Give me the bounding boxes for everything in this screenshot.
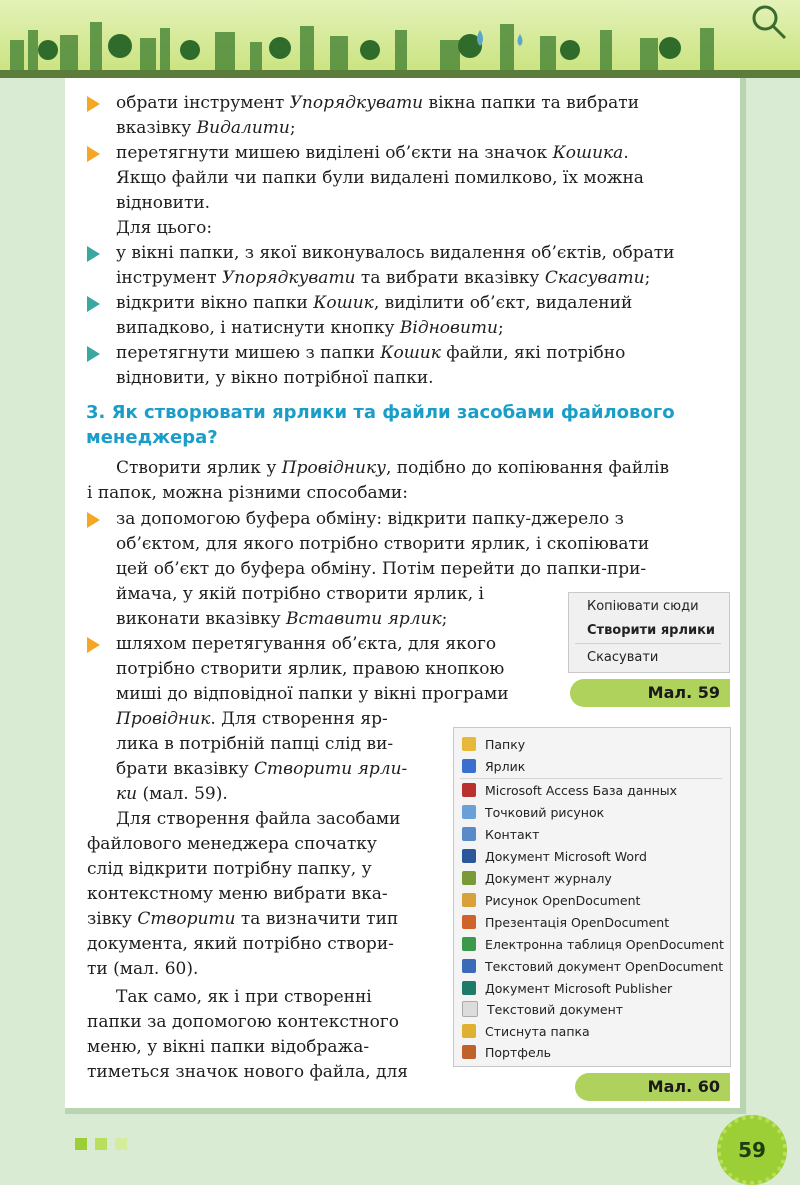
odp-icon — [462, 915, 476, 929]
menu-item-new[interactable] — [462, 1021, 590, 1041]
bullet-arrow-icon — [87, 246, 100, 262]
text-line: відкрити вікно папки Кошик, виділити об’єкт, видалений — [116, 293, 633, 313]
text-line: відновити. — [116, 193, 211, 213]
menu-separator — [575, 643, 721, 644]
odt-icon — [462, 959, 476, 973]
bitmap-icon — [462, 805, 476, 819]
menu-item-label: Контакт — [485, 826, 540, 842]
menu-separator — [460, 778, 722, 779]
menu-item-label: Текстовий документ OpenDocument — [485, 958, 724, 974]
odg-icon — [462, 893, 476, 907]
text-line: Провідник. Для створення яр- — [116, 709, 388, 729]
city-skyline-illustration — [0, 0, 800, 78]
context-menu-fig59 — [568, 592, 730, 673]
text-line: потрібно створити ярлик, правою кнопкою — [116, 659, 505, 679]
bullet-arrow-icon — [87, 512, 100, 528]
text-line: Так само, як і при створенні — [116, 987, 372, 1007]
bottom-decoration — [0, 1110, 800, 1185]
bullet-arrow-icon — [87, 96, 100, 112]
menu-item-new[interactable] — [462, 999, 623, 1019]
menu-item-new[interactable] — [462, 912, 669, 932]
word-icon — [462, 849, 476, 863]
figure-caption-59: Мал. 59 — [570, 679, 730, 707]
menu-item-label: Точковий рисунок — [485, 804, 605, 820]
contact-icon — [462, 827, 476, 841]
bullet-arrow-icon — [87, 146, 100, 162]
text-line: відновити, у вікно потрібної папки. — [116, 368, 434, 388]
menu-item-label: Microsoft Access База данных — [485, 782, 678, 798]
section-heading: 3. Як створювати ярлики та файли засобами файлового менеджера? — [86, 402, 675, 448]
menu-item-label: Документ Microsoft Word — [485, 848, 647, 864]
text-line: меню, у вікні папки відобража- — [87, 1037, 370, 1057]
deco-square — [115, 1138, 127, 1150]
text-line: ки (мал. 59). — [116, 784, 228, 804]
text-line: за допомогою буфера обміну: відкрити папку-джерело з — [116, 509, 624, 529]
text-line: брати вказівку Створити ярли- — [116, 759, 408, 779]
menu-item-label: Електронна таблиця OpenDocument — [485, 936, 724, 952]
access-icon — [462, 783, 476, 797]
text-line: інструмент Упорядкувати та вибрати вказівку Скасувати; — [116, 268, 651, 288]
figure-caption-60: Мал. 60 — [575, 1073, 730, 1101]
deco-square — [95, 1138, 107, 1150]
text-line: ймача, у якій потрібно створити ярлик, і — [116, 584, 484, 604]
folder-icon — [462, 737, 476, 751]
text-line: Якщо файли чи папки були видалені помилково, їх можна — [116, 168, 644, 188]
new-item-menu-fig60 — [453, 727, 731, 1067]
page-number: 59 — [717, 1115, 787, 1185]
text-line: контекстному меню вибрати вка- — [87, 884, 388, 904]
briefcase-icon — [462, 1045, 476, 1059]
menu-item-label: Документ журналу — [485, 870, 612, 886]
text-line: перетягнути мишею з папки Кошик файли, які потрібно — [116, 343, 626, 363]
text-line: Для створення файла засобами — [116, 809, 401, 829]
text-line: документа, який потрібно створи- — [87, 934, 394, 954]
text-line: миші до відповідної папки у вікні програми — [116, 684, 509, 704]
text-line: у вікні папки, з якої виконувалось видалення об’єктів, обрати — [116, 243, 675, 263]
text-line: папки за допомогою контекстного — [87, 1012, 399, 1032]
menu-item-copy-here[interactable]: Копіювати сюди — [587, 599, 699, 614]
text-line: випадково, і натиснути кнопку Відновити; — [116, 318, 504, 338]
zip-folder-icon — [462, 1024, 476, 1038]
menu-item-new[interactable] — [462, 868, 612, 888]
menu-item-new[interactable] — [462, 780, 677, 800]
menu-item-new[interactable] — [462, 802, 604, 822]
menu-item-new[interactable] — [462, 756, 525, 776]
text-line: перетягнути мишею виділені об’єкти на значок Кошика. — [116, 143, 629, 163]
text-line: Для цього: — [116, 218, 213, 238]
menu-item-new[interactable] — [462, 956, 723, 976]
menu-item-label: Текстовий документ — [487, 1001, 624, 1017]
menu-item-new[interactable] — [462, 890, 640, 910]
menu-item-label: Презентація OpenDocument — [485, 914, 670, 930]
text-line: шляхом перетягування об’єкта, для якого — [116, 634, 497, 654]
menu-item-label: Ярлик — [485, 758, 526, 774]
menu-item-new[interactable] — [462, 934, 724, 954]
text-line: Створити ярлик у Провіднику, подібно до копіювання файлів — [116, 458, 670, 478]
menu-item-label: Документ Microsoft Publisher — [485, 980, 673, 996]
bullet-arrow-icon — [87, 296, 100, 312]
journal-icon — [462, 871, 476, 885]
menu-item-new[interactable] — [462, 1042, 551, 1062]
text-line: цей об’єкт до буфера обміну. Потім перейти до папки-при- — [116, 559, 647, 579]
menu-item-new[interactable] — [462, 846, 647, 866]
menu-item-cancel[interactable]: Скасувати — [587, 650, 659, 665]
menu-item-label: Стиснута папка — [485, 1023, 590, 1039]
text-line: вказівку Видалити; — [116, 118, 296, 138]
text-doc-icon — [462, 1001, 478, 1017]
text-line: зівку Створити та визначити тип — [87, 909, 399, 929]
bullet-arrow-icon — [87, 637, 100, 653]
road-strip — [0, 70, 800, 78]
menu-item-label: Портфель — [485, 1044, 551, 1060]
menu-item-label: Папку — [485, 736, 526, 752]
deco-square — [75, 1138, 87, 1150]
menu-item-create-shortcuts[interactable]: Створити ярлики — [587, 623, 716, 638]
text-line: і папок, можна різними способами: — [87, 483, 408, 503]
text-line: об’єктом, для якого потрібно створити ярлик, і скопіювати — [116, 534, 650, 554]
ods-icon — [462, 937, 476, 951]
text-line: лика в потрібній папці слід ви- — [116, 734, 394, 754]
top-banner — [0, 0, 800, 78]
text-line: тиметься значок нового файла, для — [87, 1062, 408, 1082]
menu-item-label: Рисунок OpenDocument — [485, 892, 641, 908]
text-line: ти (мал. 60). — [87, 959, 199, 979]
text-line: слід відкрити потрібну папку, у — [87, 859, 372, 879]
bullet-arrow-icon — [87, 346, 100, 362]
publisher-icon — [462, 981, 476, 995]
text-line: виконати вказівку Вставити ярлик; — [116, 609, 448, 629]
text-line: обрати інструмент Упорядкувати вікна папки та вибрати — [116, 93, 640, 113]
text-line: файлового менеджера спочатку — [87, 834, 377, 854]
shortcut-icon — [462, 759, 476, 773]
menu-item-new[interactable] — [462, 978, 672, 998]
menu-item-new[interactable] — [462, 734, 525, 754]
menu-item-new[interactable] — [462, 824, 539, 844]
